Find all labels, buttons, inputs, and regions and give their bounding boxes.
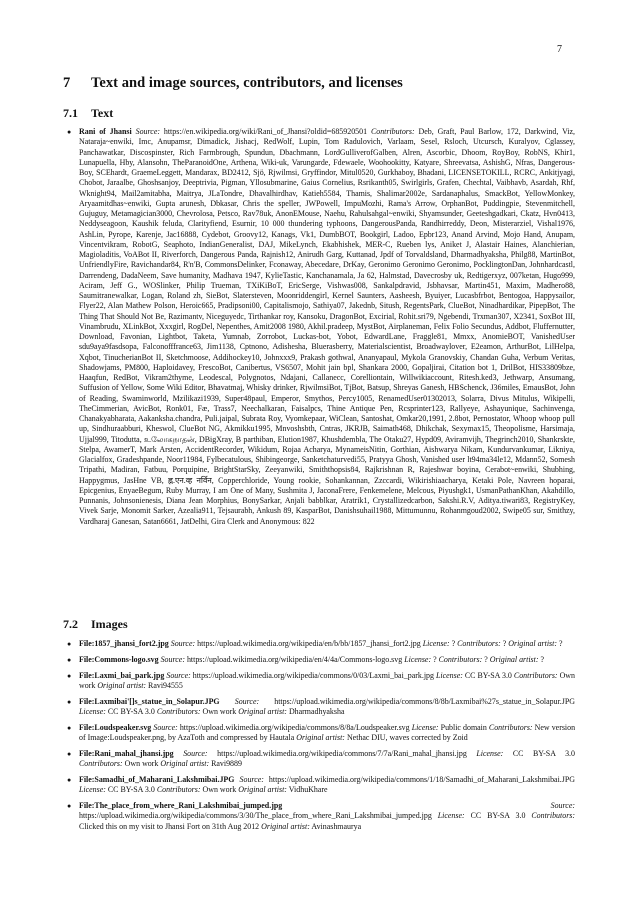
artist-label: Original artist:	[261, 821, 310, 831]
contributors-label: Contributors:	[156, 785, 201, 795]
artist-value: Ravi9889	[211, 759, 242, 769]
license-label: License:	[79, 785, 106, 795]
image-file-title: File:Loudspeaker.svg	[79, 722, 152, 732]
image-file-title: File:1857_jhansi_fort2.jpg	[79, 639, 169, 648]
artist-label: Original artist:	[97, 680, 147, 690]
image-file-title: File:Rani_mahal_jhansi.jpg	[79, 748, 174, 758]
source-link[interactable]: https://upload.wikimedia.org/wikipedia/commons/7/7a/Rani_mahal_jhansi.jpg	[217, 748, 467, 758]
source-label: Source:	[153, 722, 178, 732]
license-value: ?	[451, 639, 456, 648]
image-entry	[67, 639, 575, 649]
bullet: ●	[67, 640, 72, 648]
artist-label: Original artist:	[508, 639, 557, 648]
license-label: License:	[476, 748, 504, 758]
source-label: Source:	[135, 127, 160, 136]
image-entry	[67, 801, 576, 832]
artist-label: Original artist:	[238, 785, 287, 795]
artist-label: Original artist:	[238, 707, 287, 717]
image-file-title: File:Commons-logo.svg	[79, 654, 159, 664]
subsection-title: Text	[91, 106, 114, 120]
source-label: Source:	[183, 748, 208, 758]
artist-value: Dharmadhyaksha	[288, 707, 345, 717]
article-title: Rani of Jhansi	[79, 127, 132, 136]
artist-label: Original artist:	[489, 654, 539, 664]
contributors-label: Contributors:	[457, 639, 501, 648]
source-link[interactable]: https://upload.wikimedia.org/wikipedia/commons/0/03/Laxmi_bai_park.jpg	[192, 670, 434, 680]
bullet: ●	[67, 655, 72, 664]
artist-value: ?	[558, 639, 563, 648]
artist-value: Nethac DIU, waves corrected by Zoid	[346, 733, 468, 743]
text-entry	[67, 127, 576, 527]
license-value: CC BY-SA 3.0	[470, 811, 526, 821]
image-entry	[67, 748, 576, 770]
artist-label: Original artist:	[296, 733, 345, 743]
image-entry	[67, 722, 576, 744]
license-value: CC BY-SA 3.0	[512, 748, 576, 758]
contributors-label: Contributors:	[370, 127, 415, 136]
license-label: License:	[411, 722, 439, 732]
license-label: License:	[404, 654, 432, 664]
contributors-label: Contributors:	[513, 670, 558, 680]
license-label: License:	[79, 707, 106, 717]
artist-value: Avinashmaurya	[311, 821, 362, 831]
image-entry	[67, 654, 575, 665]
subsection-title: Images	[91, 617, 128, 631]
bullet: ●	[67, 671, 72, 680]
contributors-label: Contributors:	[79, 759, 123, 769]
contributors-value: Own work	[202, 785, 237, 795]
section-number: 7	[63, 75, 71, 91]
subsection-number: 7.1	[63, 106, 78, 120]
page-number: 7	[557, 44, 562, 55]
image-file-title: File:Laxmi_bai_park.jpg	[79, 670, 165, 680]
source-label: Source:	[170, 639, 196, 648]
source-label: Source:	[239, 775, 264, 785]
contributors-label: Contributors:	[156, 707, 201, 717]
contributors-value: Clicked this on my visit to Jhansi Fort on 31th Aug 2012	[79, 821, 260, 831]
artist-label: Original artist:	[160, 759, 210, 769]
license-label: License:	[437, 811, 465, 821]
bullet: ●	[67, 723, 72, 732]
contributors-value: New version of Image:Loudspeaker.png, by AzaToth and compressed by Hautala	[79, 722, 576, 743]
image-entry	[67, 775, 575, 796]
contributors-value: ?	[484, 654, 488, 664]
source-link[interactable]: https://upload.wikimedia.org/wikipedia/commons/8/8b/Laxmibai%27s_statue_in_Solapur.JPG	[274, 696, 576, 706]
source-link[interactable]: https://upload.wikimedia.org/wikipedia/en/4/4a/Commons-logo.svg	[186, 654, 403, 664]
contributors-label: Contributors:	[488, 722, 533, 732]
image-file-title: File:Samadhi_of_Maharani_Lakshmibai.JPG	[79, 775, 235, 785]
image-entries	[67, 639, 576, 838]
image-file-title: File:Laxmibai'[]s_statue_in_Solapur.JPG	[79, 696, 220, 706]
image-entry	[67, 696, 576, 718]
section-heading	[63, 75, 403, 92]
source-label: Source:	[234, 696, 260, 706]
contributors-value: Own work	[79, 670, 576, 690]
artist-value: ?	[540, 654, 545, 664]
license-value: CC BY-SA 3.0	[107, 707, 155, 717]
source-label: Source:	[550, 801, 575, 811]
contributors-label: Contributors:	[438, 654, 483, 664]
artist-value: VidhuKhare	[288, 785, 328, 795]
images-subsection-heading	[63, 617, 128, 632]
text-subsection-heading	[63, 106, 113, 121]
subsection-number: 7.2	[63, 617, 78, 631]
image-entry	[67, 670, 576, 692]
license-value: Public domain	[440, 722, 487, 732]
bullet: ●	[67, 128, 72, 136]
image-file-title: File:The_place_from_where_Rani_Lakshmibai_jumped.jpg	[79, 801, 283, 811]
artist-value: Ravi94555	[148, 680, 183, 690]
source-link[interactable]: https://upload.wikimedia.org/wikipedia/commons/3/30/The_place_from_where_Rani_Lakshmibai_jumped.jpg	[79, 811, 432, 821]
license-label: License:	[422, 639, 450, 648]
section-title: Text and image sources, contributors, and licenses	[91, 75, 403, 91]
bullet: ●	[67, 749, 72, 758]
source-label: Source:	[166, 670, 191, 680]
bullet: ●	[67, 776, 72, 785]
source-label: Source:	[160, 654, 185, 664]
license-value: ?	[433, 654, 437, 664]
contributors-value: Own work	[124, 759, 159, 769]
contributors-list: Deb, Graft, Paul Barlow, 172, Darkwind, Viz, Nataraja~enwiki, Imc, Anupamsr, Dimadick, Jishacj, RedWolf, Lupin, Tom Radulovich, Varlaam, Sesel, Rsloch, Utcursch, Kuralyov, Cglassey, Panchawatkar, Discospinster, Rich Farmbrough, Spundun, Dbachmann, LordGulliverofGalben, Alren, Ascorbic, Dhoom, RoyBoy, RobNS, Khir1, Lunapuella, Hby, Alansohn, TheParanoidOne, Arthena, Wiki-uk, Varungarde, Fdewaele, Woohookitty, Katyare, Shreevatsa, AshishG, Nfras, Dangerous-Boy, SCEhardt, GraemeLeggett, Mandarax, BD2412, Sjö, Rjwilmsi, Gryffindor, Mitul0520, Gurkhaboy, Bhadani, LICENSETOKILL, RCRC, Ankitjyagi, Chobot, Jaraalbe, Ghoshsanjoy, Deeptrivia, Pigman, Yllosubmarine, Gaius Cornelius, Rsrikanth05, Swirlgirls, Grafen, Chechtal, Vaibhavb, Asardah, Rhf, Wknight94, Mail2amitabha, Maitrya, JLaTondre, Dhavalhirdhav, Katieh5584, Thamis, Shalimar2002e, Sardanaphalus, SmackBot, YellowMonkey, Aryaamitdhas~enwiki, Gupta arunesh, Dbkasar, Chris the speller, JWPowell, ImpuMozhi, Rama's Arrow, OrphanBot, Puddingpie, Stevenmitchell, Gujuguy, Metamagician3000, Chevrolosa, Petsco, Rav78uk, AnonEMouse, Naehu, Rahulsahgal~enwiki, Shyamsunder, Geeteshgadkari, Ckatz, Hvn0413, Neddyseagoon, Kaushik feluda, Clarityfiend, Esurnir, 10 000 thundering typhoons, DangerousPanda, Randhirreddy, Deon, Misterarziel, Vishal1976, AshLin, Pyrope, Karenje, Jac16888, Cydebot, Groovy12, Kanags, Vk1, DumbBOT, Bookgirl, Ladoo, Epbr123, Anand Arvind, Mojo Hand, Anupam, Vincentvikram, RobotG, Seaphoto, IndianGeneralist, DAJ, MikeLynch, Ekabhishek, MER-C, Rueben lys, Aniket J, Alastair Haines, Alanchierian, Magioladitis, VoABot II, Riverforch, Dangerous Panda, Rajnish12, Anirudh Garg, Kuttanad, Jpdf of Torvaldsland, Dharmadhyaksha, Philg88, MartinBot, UnfriendlyFire, Ravichandar84, R'n'B, CommonsDelinker, Fconaway, Abecedare, DrKay, Geronimo Geronimo Geronimo, PocklingtonDan, Johnhardcastl, Darrendeng, DadaNeem, Save humanity, Madhava 1947, KylieTastic, Kanchanamala, Ja 62, Halmstad, Davecrosby uk, Redtigerxyz, 007ketan, Hugo999, Aciram, Jeff G., WOSlinker, Philip Trueman, TXiKiBoT, EricSerge, Vishwas008, Sankalpdravid, Jsbhavsar, Martin451, Maxim, Madhero88, Saumitranewalkar, Logan, Roland zh, SieBot, Slatersteven, Moonriddengirl, Kernel Saunters, Aasheesh, Byuiyer, Lucasbfrbot, Bentogoa, Happysailor, Flyer22, Alan Mathew Polson, Heroic665, Pradipsoni00, Capitalismojo, Sathiya07, Jakednb, Sitush, RegentsPark, ClueBot, Ninadhardikar, PipepBot, The Thing That Should Not Be, Razimantv, Niceguyedc, Tirthankar roy, Kansoku, DragonBot, Excirial, Rohit.sri79, Ngebendi, Trxman307, X2341, SoxBot III, Vinambrudu, XLinkBot, Xxxgirl, RogDel, Nepenthes, Amit2008 1980, Akhil.pradeep, MystBot, Airplaneman, Felix Folio Secundus, Addbot, Fluffernutter, Download, Favonian, Lightbot, Taketa, Yumnab, Zorrobot, Luckas-bot, Yobot, EdwardLane, Fraggle81, Mmxx, AnomieBOT, VanishedUser sdu9aya9fasdsopa, Falconofffrance63, Jim1138, Cptnono, Adishesha, Bluerasberry, Materialscientist, Broadwaylover, E2eamon, ArthurBot, LilHelpa, Xqbot, TinucherianBot II, Sketchmoose, Addihockey10, Johnxxx9, Prakash gothwal, Ananyapaul, Mykola Granovskiy, Chandan Guha, Verbum Veritas, Shadowjams, PM800, Haploidavey, FrescoBot, Canibertus, VS6507, Mohit jain bpl, Shankara 2000, Gopaljirai, Citation bot 1, DrilBot, HIS33809bze, Haaqfun, RedBot, Vikram2thyme, Leodescal, Polygnotos, Ndajani, Callanecc, Corelliontain, Willwikiaccount, Ritesh.ked3, Jethwarp, Ansumang, Suffusion of Yellow, Some Wiki Editor, Bhavatmaj, Whisky drinker, RjwilmsiBot, TjBot, Batsup, Shreyas Ganesh, HBSchenck, J36miles, EmausBot, John of Reading, Swaminworld, Mzilikazi1939, Super48paul, Emperor, Smythos, Percy1005, RenamedUser01302013, Solarra, Divus Mitulus, Wikipelli, TheCimmerian, AvicBot, Ronk01, Fæ, Trass7, Neechalkaran, Faisalpcs, Thine Antique Pen, Rcsprinter123, Rallyeye, Ashayunique, Sachinvenga, Chanakyabharata, Aakanksha.chandra, Puli.jaipal, Subrata Roy, Vyomkepaar, WiClean, Santoshat, Omkar20,1991, 2.8bot, Pernostator, Whoop whoop pull up, Sindhuraabburi, Kheswol, ClueBot NG, Akmikku1995, Mnvoshsbth, Cntras, JKRJB, Saimath468, Dhikchak, Sexymax15, Theopolisme, Harsimaja, Ujjal999, Titodutta, உலோகநாதன், DBigXray, B parthiban, Elution1987, Khushdembla, The Otaku27, Hypd09, Aviramvijh, Thegrinch2010, Shankrskte, Stelpa, AwamerT, Mark Arsten, AccidentRecorder, Wikidum, Rojaa Acharya, MynameisNitin, Gorthian, Aishwarya Nikam, Kundurvankumar, Likniya, Glacialfox, Gradeshpande, Noor11984, Fylbecatulous, Shibingeorge, Sanketchaturvedi55, Pratyya Ghosh, Vanished user lt94ma34le12, Mdann52, Somesh Tripathi, Madiran, Fatbuu, Porquipine, BrightStarSky, Zeeyanwiki, Smiththopsis84, Rajkrishnan R, Rajeshwar boyina, Cerabot~enwiki, Shubhing, Happygmus, JasHne VB, ह्न.एन.व्ह नर्विन, Copperchloride, Young rookie, Sohankannan, Zzccardi, Wikirishiaacharya, Ketaki Pole, Navreen hoparai, Epicgenius, EnyaeBegum, Ruby Murray, I am One of Many, Sushmita J, JaconaFrere, Fenkemelene, Melcous, Piyushgk1, UsmanPathanKhan, Akahdillo, Punnanis, Johnsonienesis, Diana Jean Morphius, BonySarkar, Anjali babblkar, Aratrik1, Crystallizedcarbon, Sakshi.R.V, Aditya.tiwari83, RegistryKey, Vivek Sarje, Monomit Sarker, Azealia911, Tejsaurabh, Ankush 89, KasparBot, Danishsuhail1988, Mittumunnu, Rohanmgoud2002, Swipe05 sur, Smithzy, Vardharaj Ganesan, Satan6661, JatDelhi, Gira Clerk and Anonymous: 822	[79, 127, 576, 526]
source-link[interactable]: https://en.wikipedia.org/wiki/Rani_of_Jhansi?oldid=685920501	[163, 127, 368, 136]
contributors-value: Own work	[202, 707, 237, 717]
license-label: License:	[436, 670, 463, 680]
license-value: CC BY-SA 3.0	[464, 670, 512, 680]
contributors-label: Contributors:	[531, 811, 576, 821]
source-link[interactable]: https://upload.wikimedia.org/wikipedia/en/b/bb/1857_jhansi_fort2.jpg	[197, 639, 421, 648]
license-value: CC BY-SA 3.0	[107, 785, 155, 795]
bullet: ●	[67, 697, 72, 706]
contributors-value: ?	[502, 639, 507, 648]
source-link[interactable]: https://upload.wikimedia.org/wikipedia/commons/8/8a/Loudspeaker.svg	[179, 722, 410, 732]
bullet: ●	[67, 802, 72, 811]
source-link[interactable]: https://upload.wikimedia.org/wikipedia/commons/1/18/Samadhi_of_Maharani_Lakshmibai.JPG	[268, 775, 575, 785]
